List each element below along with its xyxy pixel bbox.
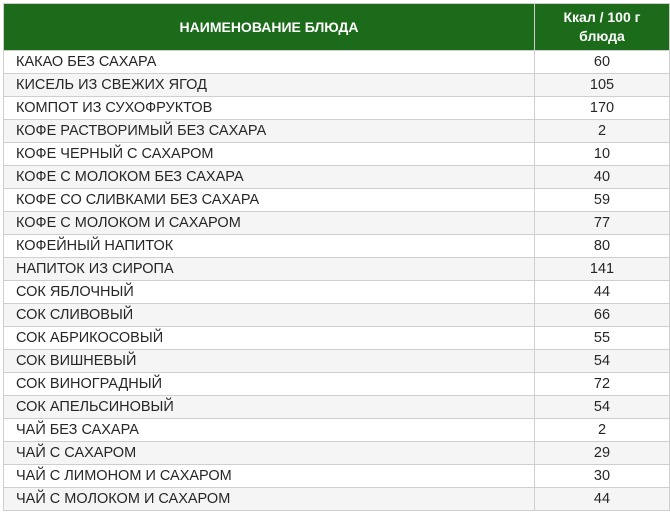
kcal-value-cell: 141 [535,258,670,281]
dish-name-cell: КОФЕЙНЫЙ НАПИТОК [4,235,535,258]
kcal-value-cell: 44 [535,488,670,511]
table-row [4,442,670,465]
kcal-value-cell: 44 [535,281,670,304]
dish-name-cell: КАКАО БЕЗ САХАРА [4,51,535,74]
dish-name-cell: КОМПОТ ИЗ СУХОФРУКТОВ [4,97,535,120]
dish-name-cell: СОК ВИШНЕВЫЙ [4,350,535,373]
dish-name-cell: КОФЕ РАСТВОРИМЫЙ БЕЗ САХАРА [4,120,535,143]
dish-name-cell: СОК ВИНОГРАДНЫЙ [4,373,535,396]
table-row [4,396,670,419]
kcal-value-cell: 29 [535,442,670,465]
kcal-value-cell: 66 [535,304,670,327]
table-row [4,465,670,488]
table-row [4,143,670,166]
column-header-dish-name: НАИМЕНОВАНИЕ БЛЮДА [4,4,535,51]
kcal-value-cell: 80 [535,235,670,258]
table-row [4,189,670,212]
dish-name-cell: ЧАЙ С ЛИМОНОМ И САХАРОМ [4,465,535,488]
column-header-kcal-line1: Ккал / 100 г [563,9,641,25]
dish-name-cell: КОФЕ С МОЛОКОМ И САХАРОМ [4,212,535,235]
kcal-value-cell: 59 [535,189,670,212]
kcal-value-cell: 10 [535,143,670,166]
dish-name-cell: СОК СЛИВОВЫЙ [4,304,535,327]
dish-name-cell: ЧАЙ БЕЗ САХАРА [4,419,535,442]
dish-name-cell: СОК АПЕЛЬСИНОВЫЙ [4,396,535,419]
dish-name-cell: КОФЕ ЧЕРНЫЙ С САХАРОМ [4,143,535,166]
dish-name-cell: СОК ЯБЛОЧНЫЙ [4,281,535,304]
table-header-row [4,4,670,51]
table-body [4,51,670,511]
dish-name-cell: НАПИТОК ИЗ СИРОПА [4,258,535,281]
table-row [4,120,670,143]
calorie-table [3,3,670,511]
table-row [4,281,670,304]
kcal-value-cell: 2 [535,120,670,143]
kcal-value-cell: 54 [535,350,670,373]
table-row [4,488,670,511]
dish-name-cell: КИСЕЛЬ ИЗ СВЕЖИХ ЯГОД [4,74,535,97]
table-row [4,212,670,235]
table-row [4,51,670,74]
kcal-value-cell: 2 [535,419,670,442]
kcal-value-cell: 72 [535,373,670,396]
dish-name-cell: СОК АБРИКОСОВЫЙ [4,327,535,350]
table-row [4,74,670,97]
table-row [4,97,670,120]
kcal-value-cell: 105 [535,74,670,97]
table-row [4,327,670,350]
table-row [4,304,670,327]
kcal-value-cell: 54 [535,396,670,419]
kcal-value-cell: 60 [535,51,670,74]
table-row [4,235,670,258]
column-header-kcal [535,4,670,51]
dish-name-cell: КОФЕ С МОЛОКОМ БЕЗ САХАРА [4,166,535,189]
table-row [4,166,670,189]
kcal-value-cell: 170 [535,97,670,120]
table-row [4,350,670,373]
table-row [4,419,670,442]
dish-name-cell: КОФЕ СО СЛИВКАМИ БЕЗ САХАРА [4,189,535,212]
kcal-value-cell: 55 [535,327,670,350]
dish-name-cell: ЧАЙ С САХАРОМ [4,442,535,465]
dish-name-cell: ЧАЙ С МОЛОКОМ И САХАРОМ [4,488,535,511]
column-header-kcal-line2: блюда [579,28,625,44]
kcal-value-cell: 77 [535,212,670,235]
kcal-value-cell: 30 [535,465,670,488]
kcal-value-cell: 40 [535,166,670,189]
table-row [4,373,670,396]
table-row [4,258,670,281]
